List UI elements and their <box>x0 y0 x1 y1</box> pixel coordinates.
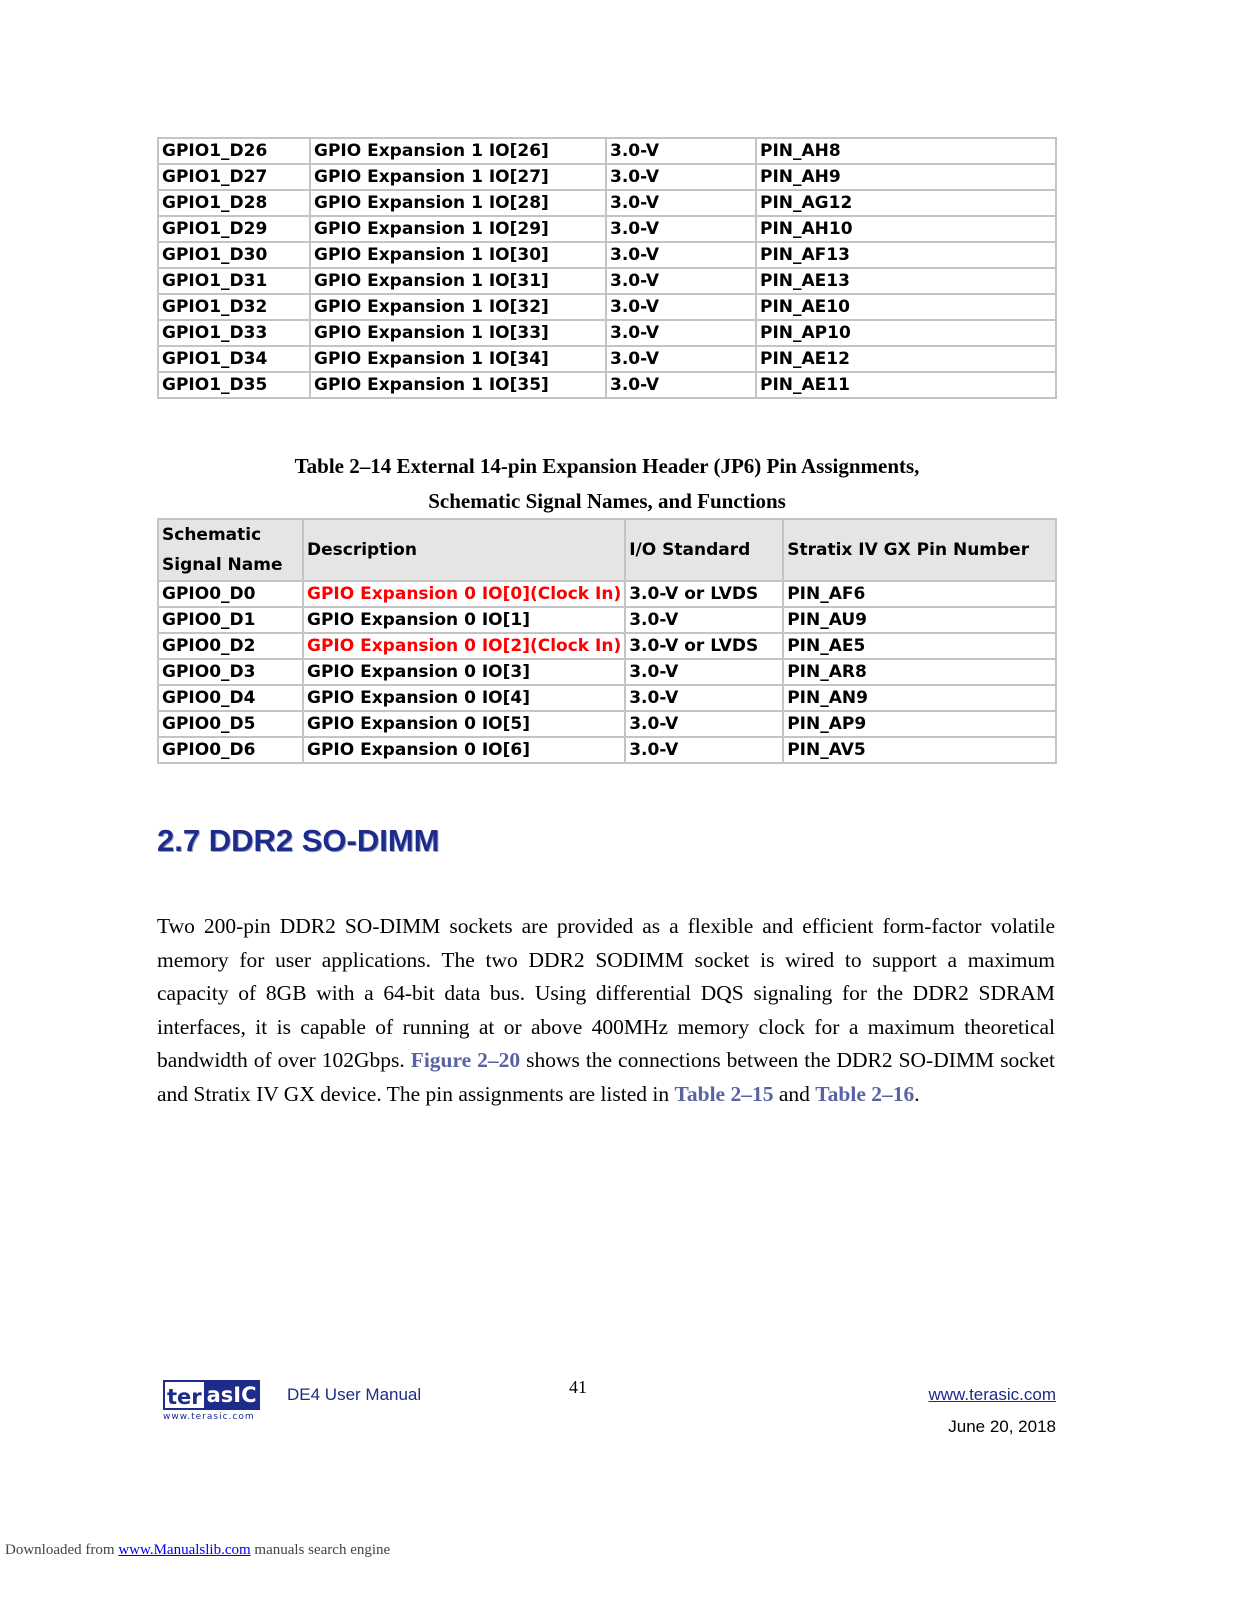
table-cell: 3.0-V <box>606 294 756 320</box>
table-cell: GPIO0_D4 <box>158 685 303 711</box>
table-row <box>158 164 1056 190</box>
section-paragraph <box>157 910 1055 1112</box>
table-cell: GPIO1_D33 <box>158 320 310 346</box>
table-cell: PIN_AP9 <box>783 711 1056 737</box>
table-cell: PIN_AV5 <box>783 737 1056 763</box>
table-cell: 3.0-V <box>606 346 756 372</box>
table-caption-line1: Table 2–14 External 14-pin Expansion Header (JP6) Pin Assignments, <box>294 454 920 478</box>
table-row <box>158 346 1056 372</box>
manualslib-link[interactable]: www.Manualslib.com <box>118 1542 251 1558</box>
logo-text-ter: ter <box>163 1380 204 1410</box>
table-cell: PIN_AE13 <box>756 268 1056 294</box>
table-cell: PIN_AH10 <box>756 216 1056 242</box>
header-description: Description <box>303 519 625 581</box>
table-row <box>158 294 1056 320</box>
figure-reference-link[interactable]: Figure 2–20 <box>410 1048 521 1073</box>
table-cell: GPIO1_D34 <box>158 346 310 372</box>
table-cell: GPIO1_D31 <box>158 268 310 294</box>
table-cell: 3.0-V <box>606 242 756 268</box>
table-cell: GPIO0_D5 <box>158 711 303 737</box>
table-cell: GPIO Expansion 0 IO[1] <box>303 607 625 633</box>
table-cell: PIN_AF13 <box>756 242 1056 268</box>
table-cell: GPIO Expansion 1 IO[35] <box>310 372 606 398</box>
table-cell: 3.0-V <box>606 138 756 164</box>
table-cell: 3.0-V <box>625 659 783 685</box>
table-cell: PIN_AU9 <box>783 607 1056 633</box>
header-schematic: Schematic <box>162 525 262 545</box>
table-cell: GPIO1_D35 <box>158 372 310 398</box>
table-cell: GPIO0_D3 <box>158 659 303 685</box>
table-row <box>158 216 1056 242</box>
table-cell: 3.0-V or LVDS <box>625 581 783 607</box>
gpio1-pin-table-body <box>158 138 1056 398</box>
jp6-pin-table <box>157 518 1057 764</box>
table-cell: 3.0-V <box>625 737 783 763</box>
table-cell: GPIO1_D30 <box>158 242 310 268</box>
page-number: 41 <box>569 1377 587 1397</box>
table-cell: 3.0-V <box>606 320 756 346</box>
table-row <box>158 659 1056 685</box>
table-cell: PIN_AG12 <box>756 190 1056 216</box>
table-cell: GPIO0_D0 <box>158 581 303 607</box>
table-cell: PIN_AH9 <box>756 164 1056 190</box>
download-prefix: Downloaded from <box>5 1542 119 1558</box>
table-cell: GPIO1_D26 <box>158 138 310 164</box>
table-cell: GPIO1_D32 <box>158 294 310 320</box>
table-cell: GPIO Expansion 1 IO[34] <box>310 346 606 372</box>
table-cell: GPIO0_D6 <box>158 737 303 763</box>
table-cell: 3.0-V <box>606 268 756 294</box>
table-cell: GPIO Expansion 1 IO[30] <box>310 242 606 268</box>
table-cell: GPIO Expansion 0 IO[4] <box>303 685 625 711</box>
table-cell: PIN_AP10 <box>756 320 1056 346</box>
table-cell: 3.0-V <box>606 190 756 216</box>
table-cell: GPIO Expansion 0 IO[3] <box>303 659 625 685</box>
table-cell: GPIO0_D1 <box>158 607 303 633</box>
table-row <box>158 242 1056 268</box>
footer-date: June 20, 2018 <box>948 1417 1056 1436</box>
table-row <box>158 190 1056 216</box>
table-cell: GPIO1_D27 <box>158 164 310 190</box>
table-cell: PIN_AN9 <box>783 685 1056 711</box>
table-cell: 3.0-V <box>606 216 756 242</box>
download-notice <box>5 1542 390 1559</box>
logo-subtext: www.terasic.com <box>163 1412 255 1422</box>
table-cell: GPIO Expansion 0 IO[2](Clock In) <box>303 633 625 659</box>
table-cell: GPIO Expansion 1 IO[32] <box>310 294 606 320</box>
jp6-pin-table-body <box>158 581 1056 763</box>
table-row <box>158 607 1056 633</box>
table-cell: PIN_AE5 <box>783 633 1056 659</box>
footer-manual-title: DE4 User Manual <box>287 1385 422 1404</box>
paragraph-text-and: and <box>773 1081 816 1106</box>
table-row <box>158 268 1056 294</box>
table-cell: PIN_AR8 <box>783 659 1056 685</box>
table-row <box>158 372 1056 398</box>
table-cell: GPIO Expansion 1 IO[33] <box>310 320 606 346</box>
paragraph-text-2: shows the connections between the DDR2 SO-DIMM socket and Stratix IV GX device. The pin assignments are listed in <box>157 1048 1056 1106</box>
footer-website-link[interactable]: www.terasic.com <box>928 1385 1056 1404</box>
table-cell: PIN_AE12 <box>756 346 1056 372</box>
table-cell: 3.0-V <box>625 607 783 633</box>
header-pin-number: Stratix IV GX Pin Number <box>783 519 1056 581</box>
table-cell: PIN_AE11 <box>756 372 1056 398</box>
logo-text-asic: asIC <box>204 1380 260 1410</box>
table-cell: GPIO Expansion 0 IO[0](Clock In) <box>303 581 625 607</box>
table-cell: 3.0-V <box>625 685 783 711</box>
paragraph-text-1: Two 200-pin DDR2 SO-DIMM sockets are provided as a flexible and efficient form-factor volatile memory for user applications. The two DDR2 SODIMM socket is wired to support a maximum capacity of 8GB with a 64-bit data bus. Using differential DQS signaling for the DDR2 SDRAM interfaces, it is capable of running at or above 400MHz memory clock for a maximum theoretical bandwidth of over 102Gbps. <box>157 914 1055 1073</box>
table-row <box>158 320 1056 346</box>
header-io-standard: I/O Standard <box>625 519 783 581</box>
table-cell: GPIO1_D29 <box>158 216 310 242</box>
table-2-15-reference-link[interactable]: Table 2–15 <box>674 1081 774 1106</box>
table-cell: GPIO Expansion 1 IO[31] <box>310 268 606 294</box>
table-cell: PIN_AE10 <box>756 294 1056 320</box>
table-cell: GPIO Expansion 0 IO[5] <box>303 711 625 737</box>
table-cell: PIN_AF6 <box>783 581 1056 607</box>
table-row <box>158 138 1056 164</box>
table-row <box>158 581 1056 607</box>
table-row <box>158 737 1056 763</box>
section-heading: 2.7 DDR2 SO-DIMM <box>157 823 440 858</box>
header-schematic-signal-name <box>158 519 303 581</box>
table-cell: GPIO Expansion 1 IO[26] <box>310 138 606 164</box>
table-cell: GPIO0_D2 <box>158 633 303 659</box>
download-suffix: manuals search engine <box>250 1542 391 1558</box>
table-cell: GPIO1_D28 <box>158 190 310 216</box>
table-row <box>158 633 1056 659</box>
table-2-16-reference-link[interactable]: Table 2–16 <box>815 1081 915 1106</box>
table-cell: 3.0-V <box>625 711 783 737</box>
table-cell: GPIO Expansion 0 IO[6] <box>303 737 625 763</box>
table-cell: GPIO Expansion 1 IO[27] <box>310 164 606 190</box>
table-cell: 3.0-V <box>606 372 756 398</box>
table-cell: 3.0-V <box>606 164 756 190</box>
table-cell: GPIO Expansion 1 IO[28] <box>310 190 606 216</box>
table-header-row <box>158 519 1056 581</box>
table-cell: PIN_AH8 <box>756 138 1056 164</box>
gpio1-pin-table <box>157 137 1057 399</box>
table-row <box>158 685 1056 711</box>
paragraph-text-end: . <box>914 1081 920 1106</box>
table-cell: GPIO Expansion 1 IO[29] <box>310 216 606 242</box>
table-row <box>158 711 1056 737</box>
terasic-logo <box>163 1380 261 1424</box>
table-caption-line2: Schematic Signal Names, and Functions <box>428 489 786 513</box>
table-cell: 3.0-V or LVDS <box>625 633 783 659</box>
header-signal-name: Signal Name <box>162 555 283 575</box>
